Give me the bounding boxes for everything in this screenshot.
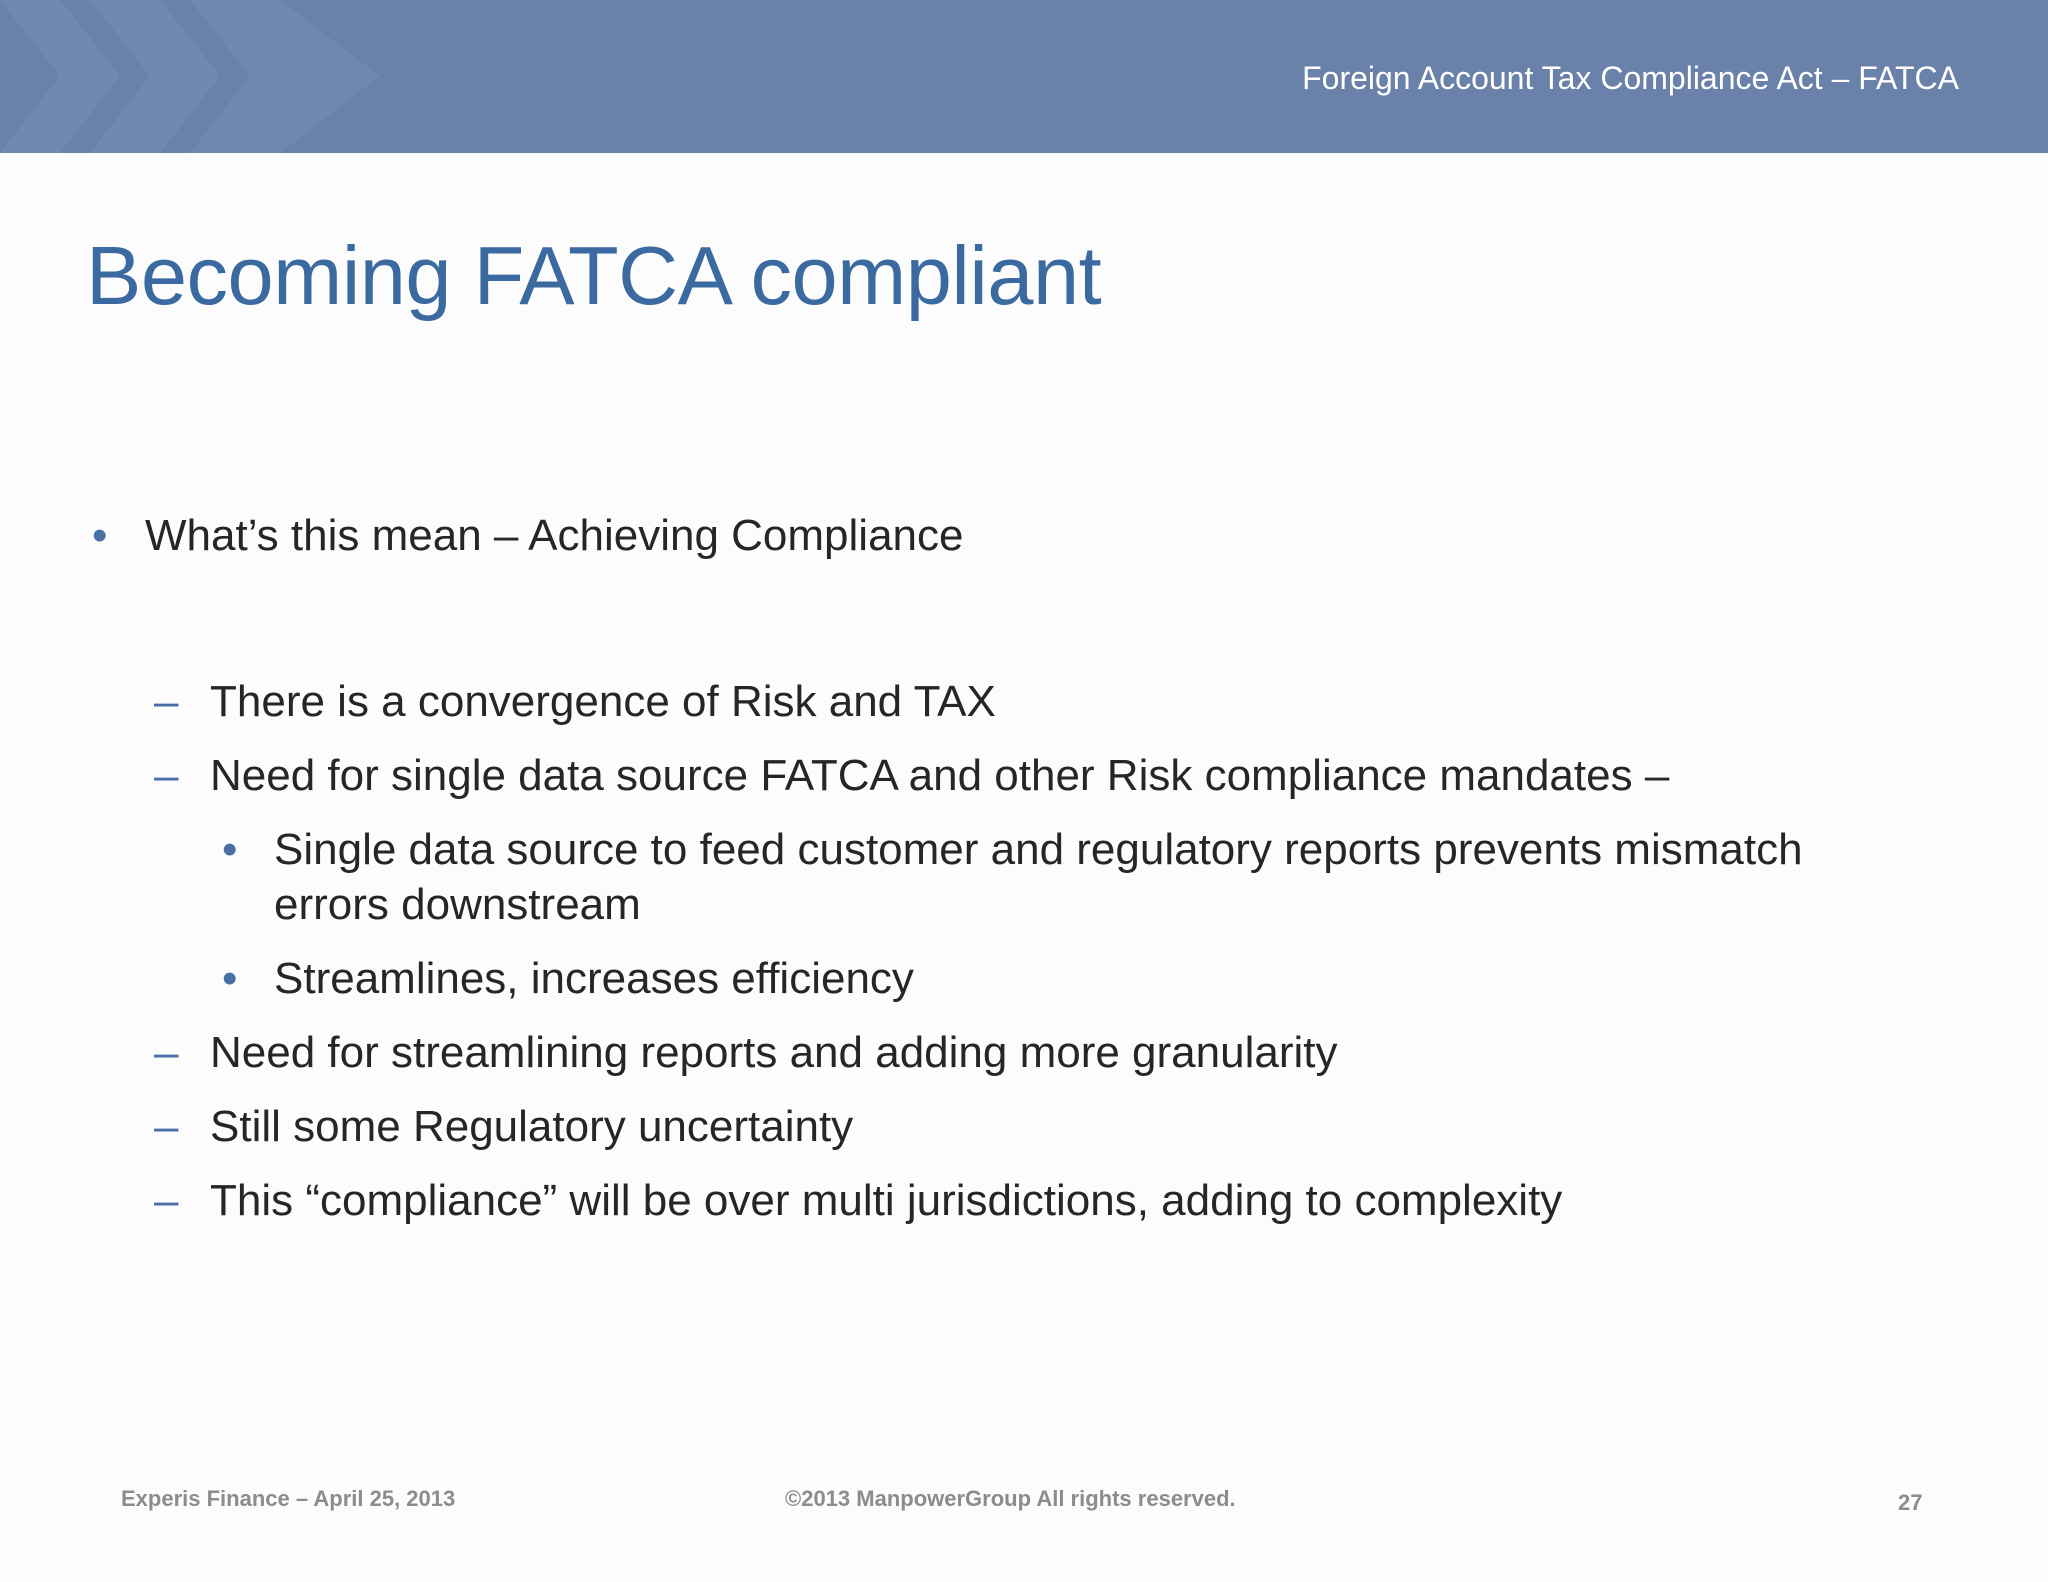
- footer-copyright: ©2013 ManpowerGroup All rights reserved.: [785, 1486, 1236, 1511]
- bullet-icon: •: [222, 954, 238, 1003]
- sub-point: Need for single data source FATCA and other Risk compliance mandates –: [210, 751, 1670, 800]
- nested-point-continuation: errors downstream: [274, 880, 641, 929]
- header-banner: [0, 0, 2048, 153]
- chevron-decoration-icon: [0, 0, 420, 153]
- sub-point: Still some Regulatory uncertainty: [210, 1102, 854, 1151]
- nested-point: Streamlines, increases efficiency: [274, 954, 914, 1003]
- page-number: 27: [1898, 1490, 1923, 1515]
- header-title: Foreign Account Tax Compliance Act – FATCA: [1302, 60, 1959, 96]
- sub-point: Need for streamlining reports and adding more granularity: [210, 1028, 1338, 1077]
- main-bullet-text: What’s this mean – Achieving Compliance: [145, 511, 964, 560]
- bullet-icon: •: [222, 825, 238, 874]
- nested-point: Single data source to feed customer and regulatory reports prevents mismatch: [274, 825, 1803, 874]
- dash-icon: –: [154, 1102, 179, 1151]
- sub-point: This “compliance” will be over multi jurisdictions, adding to complexity: [210, 1176, 1563, 1225]
- footer-left: Experis Finance – April 25, 2013: [121, 1486, 456, 1511]
- dash-icon: –: [154, 1176, 179, 1225]
- dash-icon: –: [154, 677, 179, 726]
- dash-icon: –: [154, 1028, 179, 1077]
- bullet-icon: •: [92, 511, 108, 560]
- dash-icon: –: [154, 751, 179, 800]
- sub-point: There is a convergence of Risk and TAX: [210, 677, 996, 726]
- slide-title: Becoming FATCA compliant: [86, 229, 1102, 322]
